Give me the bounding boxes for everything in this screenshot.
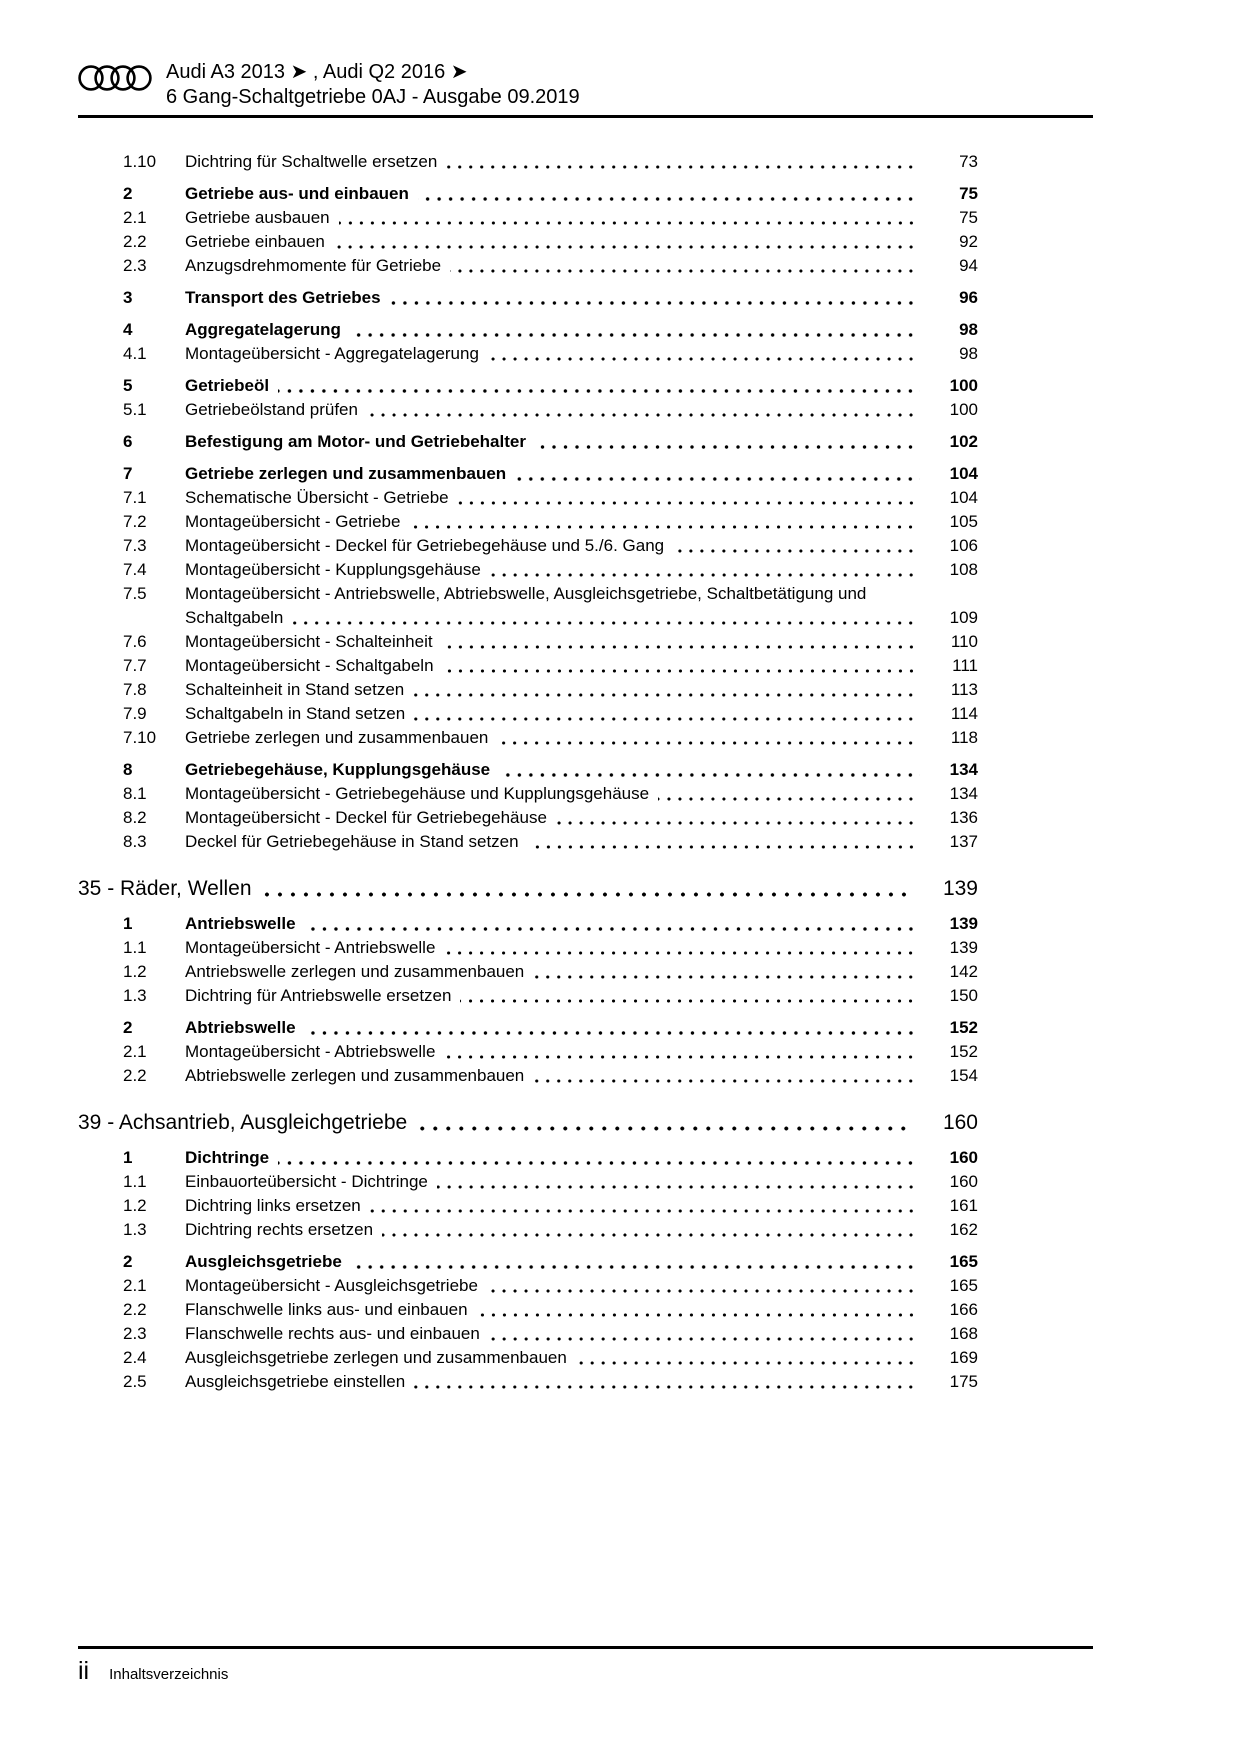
- entry-number: 1: [123, 1148, 133, 1167]
- entry-page-number: 136: [949, 808, 978, 827]
- dot-leader: [673, 549, 920, 553]
- dot-leader: [497, 741, 920, 745]
- entry-number: 8.1: [123, 784, 147, 803]
- entry-title: Montageübersicht - Deckel für Getriebegehäuse und 5./6. Gang: [185, 536, 665, 555]
- audi-rings-icon: [78, 63, 152, 93]
- toc-entry-row: [78, 654, 978, 678]
- entry-page-number: 152: [949, 1018, 978, 1037]
- entry-title: Dichtring links ersetzen: [185, 1196, 361, 1215]
- entry-page-number: 142: [949, 962, 978, 981]
- dot-leader: [350, 333, 920, 337]
- entry-title: Schalteinheit in Stand setzen: [185, 680, 405, 699]
- entry-page-number: 134: [949, 784, 978, 803]
- entry-page-number: 100: [949, 400, 978, 419]
- entry-number: 2.2: [123, 232, 147, 251]
- entry-number: 1: [123, 914, 133, 933]
- entry-number: 1.3: [123, 986, 147, 1005]
- document-footer: [78, 1646, 1093, 1684]
- entry-title: Montageübersicht - Getriebe: [185, 512, 401, 531]
- entry-number: 2.2: [123, 1066, 147, 1085]
- dot-leader: [446, 165, 920, 169]
- entry-title: Befestigung am Motor- und Getriebehalter: [185, 432, 526, 451]
- dot-leader: [576, 1361, 920, 1365]
- entry-page-number: 105: [949, 512, 978, 531]
- entry-title: Getriebe ausbauen: [185, 208, 330, 227]
- entry-title: Schaltgabeln in Stand setzen: [185, 704, 406, 723]
- entry-page-number: 104: [949, 488, 978, 507]
- dot-leader: [442, 645, 920, 649]
- dot-leader: [409, 525, 920, 529]
- entry-number: 1.2: [123, 962, 147, 981]
- toc-entry-row: [78, 374, 978, 398]
- entry-number: 7.7: [123, 656, 147, 675]
- entry-page-number: 104: [949, 464, 978, 483]
- toc-entry-row: [78, 534, 978, 558]
- toc-entry-row: [78, 960, 978, 984]
- dot-leader: [477, 1313, 920, 1317]
- dot-leader: [444, 1055, 920, 1059]
- chapter-page-number: 160: [942, 1111, 978, 1134]
- entry-page-number: 98: [959, 344, 978, 363]
- toc-entry-row: [78, 430, 978, 454]
- dot-leader: [261, 892, 914, 897]
- entry-title: Montageübersicht - Antriebswelle: [185, 938, 436, 957]
- toc-entry-row: [78, 342, 978, 366]
- toc-entry-row: [78, 1016, 978, 1040]
- entry-page-number: 94: [959, 256, 978, 275]
- dot-leader: [382, 1233, 920, 1237]
- dot-leader: [490, 573, 920, 577]
- dot-leader: [334, 245, 920, 249]
- toc-entry-row: [78, 782, 978, 806]
- toc-entry-row: [78, 182, 978, 206]
- entry-number: 7.9: [123, 704, 147, 723]
- document-header: [78, 60, 1093, 118]
- entry-page-number: 92: [959, 232, 978, 251]
- entry-title: Montageübersicht - Schaltgabeln: [185, 656, 434, 675]
- toc-entry-row: [78, 830, 978, 854]
- entry-page-number: 102: [949, 432, 978, 451]
- entry-number: 2: [123, 184, 133, 203]
- entry-number: 8.3: [123, 832, 147, 851]
- entry-number: 7.4: [123, 560, 147, 579]
- entry-title: Flanschwelle rechts aus- und einbauen: [185, 1324, 480, 1343]
- dot-leader: [390, 301, 920, 305]
- entry-number: 2: [123, 1018, 133, 1037]
- toc-entry-row: [78, 1040, 978, 1064]
- entry-page-number: 96: [959, 288, 978, 307]
- entry-page-number: 166: [949, 1300, 978, 1319]
- entry-title: Ausgleichsgetriebe einstellen: [185, 1372, 406, 1391]
- dot-leader: [528, 845, 920, 849]
- toc-entry-row: [78, 318, 978, 342]
- entry-page-number: 109: [949, 608, 978, 627]
- entry-title-continuation: Schaltgabeln: [185, 608, 284, 627]
- dot-leader: [488, 357, 920, 361]
- entry-number: 2.1: [123, 208, 147, 227]
- dot-leader: [418, 197, 920, 201]
- entry-page-number: 106: [949, 536, 978, 555]
- entry-page-number: 139: [949, 914, 978, 933]
- entry-page-number: 98: [959, 320, 978, 339]
- dot-leader: [351, 1265, 920, 1269]
- dot-leader: [499, 773, 920, 777]
- entry-number: 2: [123, 1252, 133, 1271]
- entry-page-number: 114: [950, 704, 978, 723]
- entry-title: Getriebegehäuse, Kupplungsgehäuse: [185, 760, 491, 779]
- dot-leader: [367, 413, 920, 417]
- entry-number: 1.1: [123, 1172, 147, 1191]
- entry-title: Montageübersicht - Getriebegehäuse und Kupplungsgehäuse: [185, 784, 650, 803]
- entry-title: Montageübersicht - Schalteinheit: [185, 632, 433, 651]
- entry-number: 7.5: [123, 584, 147, 603]
- toc-entry-row: [78, 1146, 978, 1170]
- entry-title: Schematische Übersicht - Getriebe: [185, 488, 449, 507]
- entry-number: 5: [123, 376, 133, 395]
- entry-number: 7.10: [123, 728, 157, 747]
- entry-page-number: 100: [949, 376, 978, 395]
- toc-chapter-row: [78, 1108, 978, 1138]
- entry-title: Getriebeölstand prüfen: [185, 400, 358, 419]
- entry-page-number: 165: [949, 1276, 978, 1295]
- entry-page-number: 139: [949, 938, 978, 957]
- chapter-page-number: 139: [942, 877, 978, 900]
- dot-leader: [515, 477, 920, 481]
- entry-title: Flanschwelle links aus- und einbauen: [185, 1300, 468, 1319]
- chapter-title: 39 - Achsantrieb, Ausgleichgetriebe: [78, 1111, 408, 1134]
- entry-number: 2.1: [123, 1276, 147, 1295]
- entry-number: 7.1: [123, 488, 147, 507]
- toc-entry-row: [78, 912, 978, 936]
- dot-leader: [450, 269, 920, 273]
- toc-entry-row: [78, 936, 978, 960]
- toc-entry-row: [78, 1322, 978, 1346]
- toc-entry-row: [78, 1218, 978, 1242]
- entry-number: 1.2: [123, 1196, 147, 1215]
- entry-title: Antriebswelle zerlegen und zusammenbauen: [185, 962, 525, 981]
- toc-entry-row: [78, 984, 978, 1008]
- entry-number: 8: [123, 760, 133, 779]
- entry-title: Abtriebswelle zerlegen und zusammenbauen: [185, 1066, 525, 1085]
- entry-page-number: 165: [949, 1252, 978, 1271]
- entry-title: Transport des Getriebes: [185, 288, 381, 307]
- entry-title: Aggregatelagerung: [185, 320, 341, 339]
- toc-entry-row: [78, 1274, 978, 1298]
- entry-title: Montageübersicht - Kupplungsgehäuse: [185, 560, 481, 579]
- entry-page-number: 75: [959, 184, 978, 203]
- dot-leader: [437, 1185, 920, 1189]
- entry-title: Montageübersicht - Deckel für Getriebegehäuse: [185, 808, 547, 827]
- toc-entry-continuation-row: [78, 606, 978, 630]
- entry-number: 2.3: [123, 1324, 147, 1343]
- entry-page-number: 160: [949, 1148, 978, 1167]
- toc-entry-row: [78, 1170, 978, 1194]
- entry-page-number: 113: [950, 680, 978, 699]
- entry-title: Deckel für Getriebegehäuse in Stand setzen: [185, 832, 519, 851]
- toc-entry-row: [78, 582, 978, 606]
- dot-leader: [339, 221, 920, 225]
- footer-section-label: Inhaltsverzeichnis: [109, 1666, 229, 1683]
- entry-number: 3: [123, 288, 133, 307]
- entry-page-number: 111: [952, 656, 978, 675]
- entry-title: Antriebswelle: [185, 914, 296, 933]
- dot-leader: [533, 975, 920, 979]
- entry-number: 1.1: [123, 938, 147, 957]
- toc-entry-row: [78, 702, 978, 726]
- entry-page-number: 75: [959, 208, 978, 227]
- entry-title: Montageübersicht - Aggregatelagerung: [185, 344, 479, 363]
- dot-leader: [556, 821, 920, 825]
- toc-entry-row: [78, 1250, 978, 1274]
- entry-number: 7.2: [123, 512, 147, 531]
- dot-leader: [278, 1161, 920, 1165]
- toc-entry-row: [78, 150, 978, 174]
- dot-leader: [535, 445, 920, 449]
- entry-page-number: 175: [949, 1372, 978, 1391]
- dot-leader: [444, 951, 920, 955]
- dot-leader: [278, 389, 920, 393]
- dot-leader: [658, 797, 920, 801]
- entry-number: 7.3: [123, 536, 147, 555]
- toc-entry-row: [78, 286, 978, 310]
- dot-leader: [413, 693, 920, 697]
- toc-entry-row: [78, 254, 978, 278]
- toc-entry-row: [78, 1298, 978, 1322]
- entry-title: Getriebeöl: [185, 376, 270, 395]
- entry-title: Getriebe zerlegen und zusammenbauen: [185, 728, 489, 747]
- dot-leader: [487, 1289, 920, 1293]
- entry-title: Montageübersicht - Abtriebswelle: [185, 1042, 436, 1061]
- footer-page-number: ii: [78, 1657, 90, 1685]
- entry-title: Dichtringe: [185, 1148, 270, 1167]
- entry-number: 2.1: [123, 1042, 147, 1061]
- toc-entry-row: [78, 758, 978, 782]
- toc-entry-row: [78, 206, 978, 230]
- toc-entry-row: [78, 630, 978, 654]
- entry-page-number: 73: [959, 152, 978, 171]
- entry-page-number: 162: [949, 1220, 978, 1239]
- toc-entry-row: [78, 462, 978, 486]
- toc-entry-row: [78, 806, 978, 830]
- entry-title: Getriebe aus- und einbauen: [185, 184, 409, 203]
- dot-leader: [416, 1126, 914, 1131]
- entry-number: 8.2: [123, 808, 147, 827]
- entry-number: 7.8: [123, 680, 147, 699]
- toc-entry-row: [78, 726, 978, 750]
- entry-page-number: 169: [949, 1348, 978, 1367]
- entry-number: 2.3: [123, 256, 147, 275]
- entry-page-number: 150: [949, 986, 978, 1005]
- toc-entry-row: [78, 1370, 978, 1394]
- toc-entry-row: [78, 486, 978, 510]
- entry-title: Anzugsdrehmomente für Getriebe: [185, 256, 442, 275]
- toc-entry-row: [78, 230, 978, 254]
- toc: [78, 150, 978, 1394]
- entry-page-number: 168: [949, 1324, 978, 1343]
- entry-page-number: 108: [949, 560, 978, 579]
- entry-number: 2.5: [123, 1372, 147, 1391]
- entry-title: Dichtring für Schaltwelle ersetzen: [185, 152, 438, 171]
- toc-entry-row: [78, 1194, 978, 1218]
- entry-title: Ausgleichsgetriebe zerlegen und zusammenbauen: [185, 1348, 567, 1367]
- toc-entry-row: [78, 678, 978, 702]
- dot-leader: [443, 669, 920, 673]
- entry-title: Dichtring rechts ersetzen: [185, 1220, 374, 1239]
- header-line1: Audi A3 2013 ➤ , Audi Q2 2016 ➤: [166, 61, 468, 83]
- entry-number: 4.1: [123, 344, 147, 363]
- entry-page-number: 118: [950, 728, 978, 747]
- entry-title: Getriebe zerlegen und zusammenbauen: [185, 464, 507, 483]
- dot-leader: [305, 1031, 920, 1035]
- entry-page-number: 137: [949, 832, 978, 851]
- header-line2: 6 Gang-Schaltgetriebe 0AJ - Ausgabe 09.2019: [166, 86, 580, 108]
- dot-leader: [533, 1079, 920, 1083]
- dot-leader: [305, 927, 920, 931]
- dot-leader: [292, 621, 920, 625]
- entry-number: 6: [123, 432, 133, 451]
- entry-number: 1.3: [123, 1220, 147, 1239]
- toc-entry-row: [78, 398, 978, 422]
- entry-page-number: 154: [949, 1066, 978, 1085]
- toc-entry-row: [78, 1064, 978, 1088]
- toc-chapter-row: [78, 874, 978, 904]
- entry-number: 7: [123, 464, 133, 483]
- entry-number: 1.10: [123, 152, 157, 171]
- entry-title: Getriebe einbauen: [185, 232, 325, 251]
- entry-title: Einbauorteübersicht - Dichtringe: [185, 1172, 428, 1191]
- entry-title: Ausgleichsgetriebe: [185, 1252, 342, 1271]
- entry-number: 5.1: [123, 400, 147, 419]
- toc-entry-row: [78, 1346, 978, 1370]
- entry-page-number: 134: [949, 760, 978, 779]
- chapter-title: 35 - Räder, Wellen: [78, 877, 252, 900]
- entry-number: 7.6: [123, 632, 147, 651]
- entry-title: Montageübersicht - Ausgleichsgetriebe: [185, 1276, 478, 1295]
- dot-leader: [458, 501, 920, 505]
- toc-entry-row: [78, 558, 978, 582]
- entry-page-number: 161: [949, 1196, 978, 1215]
- entry-title: Dichtring für Antriebswelle ersetzen: [185, 986, 452, 1005]
- entry-page-number: 152: [949, 1042, 978, 1061]
- entry-number: 2.2: [123, 1300, 147, 1319]
- entry-page-number: 160: [949, 1172, 978, 1191]
- toc-entry-row: [78, 510, 978, 534]
- entry-page-number: 110: [950, 632, 978, 651]
- entry-title: Abtriebswelle: [185, 1018, 296, 1037]
- dot-leader: [370, 1209, 920, 1213]
- entry-number: 2.4: [123, 1348, 147, 1367]
- header-text: [166, 60, 580, 110]
- entry-number: 4: [123, 320, 133, 339]
- dot-leader: [489, 1337, 920, 1341]
- dot-leader: [414, 717, 920, 721]
- dot-leader: [460, 999, 920, 1003]
- dot-leader: [414, 1385, 920, 1389]
- entry-title: Montageübersicht - Antriebswelle, Abtriebswelle, Ausgleichsgetriebe, Schaltbetätigung und: [185, 584, 867, 603]
